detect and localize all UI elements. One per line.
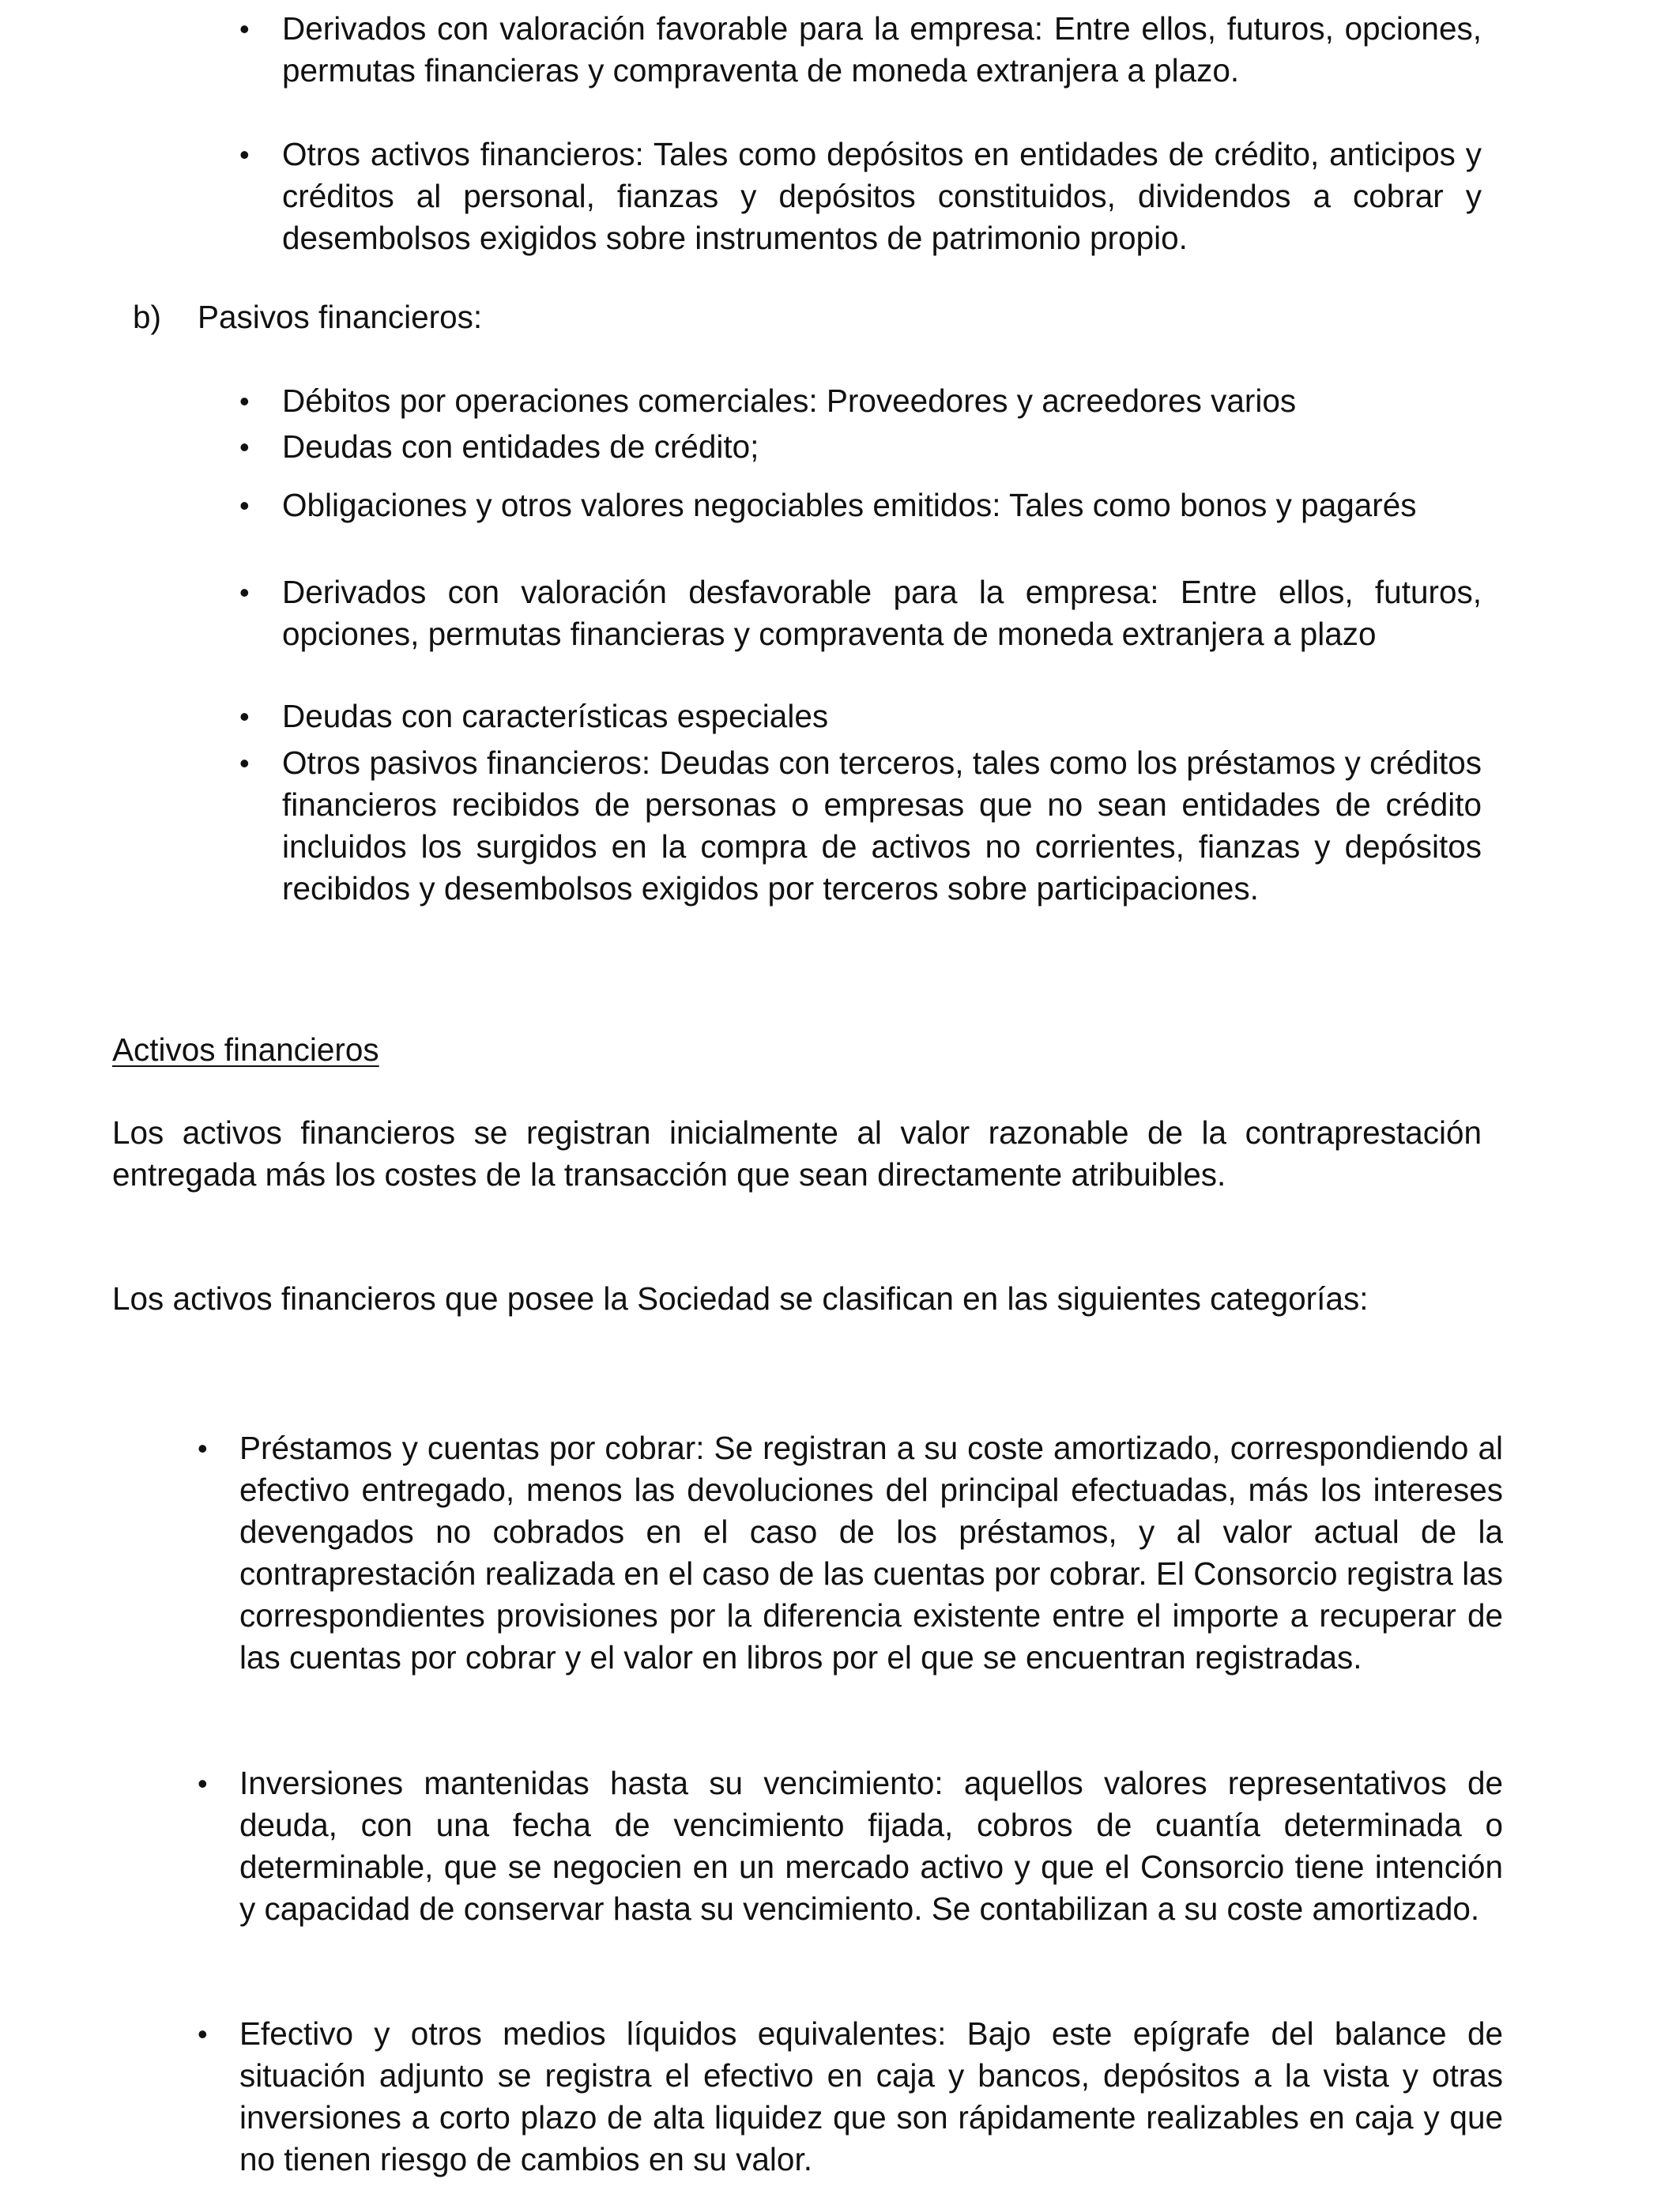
bullet-marker: • — [239, 138, 250, 171]
bullet-marker: • — [239, 576, 250, 609]
section-b-label: Pasivos financieros: — [198, 299, 483, 335]
paragraph-registro-inicial: Los activos financieros se registran inicialmente al valor razonable de la contraprestación entregada más los costes de la transacción que sean directamente atribuibles. — [112, 1114, 1482, 1193]
list-item-derivados-favorable: Derivados con valoración favorable para la empresa: Entre ellos, futuros, opciones, permutas financieras y compraventa de moneda extranjera a plazo. — [282, 10, 1482, 89]
list-item-deudas-entidades: Deudas con entidades de crédito; — [282, 428, 759, 465]
bullet-marker: • — [239, 431, 250, 463]
bullet-marker: • — [198, 2018, 208, 2050]
list-item-debitos: Débitos por operaciones comerciales: Proveedores y acreedores varios — [282, 383, 1297, 419]
bullet-marker: • — [239, 747, 250, 779]
bullet-marker: • — [198, 1767, 208, 1800]
section-b-marker: b) — [133, 299, 162, 335]
list-item-obligaciones: Obligaciones y otros valores negociables emitidos: Tales como bonos y pagarés — [282, 487, 1417, 523]
list-item-derivados-desfavorable: Derivados con valoración desfavorable para la empresa: Entre ellos, futuros, opciones, permutas financieras y compraventa de moneda extranjera a plazo — [282, 574, 1482, 652]
bullet-marker: • — [239, 489, 250, 522]
list-item-otros-pasivos: Otros pasivos financieros: Deudas con terceros, tales como los préstamos y créditos financieros recibidos de personas o empresas que no sean entidades de crédito incluidos los surgidos en la compra de activos no corrientes, fianzas y depósitos recibidos y desembolsos exigidos por terceros sobre participaciones. — [282, 745, 1482, 907]
section-heading-activos: Activos financieros — [112, 1031, 379, 1068]
bullet-marker: • — [239, 385, 250, 417]
list-item-otros-activos: Otros activos financieros: Tales como depósitos en entidades de crédito, anticipos y créditos al personal, fianzas y depósitos constituidos, dividendos a cobrar y desembolsos exigidos sobre instrumentos de patrimonio propio. — [282, 136, 1482, 256]
bullet-marker: • — [239, 700, 250, 733]
list-item-prestamos: Préstamos y cuentas por cobrar: Se registran a su coste amortizado, correspondiendo al efectivo entregado, menos las devoluciones del principal efectuadas, más los intereses devengados no cobrados en el caso de los préstamos, y al valor actual de la contraprestación realizada en el caso de las cuentas por cobrar. El Consorcio registra las correspondientes provisiones por la diferencia existente entre el importe a recuperar de las cuentas por cobrar y el valor en libros por el que se encuentran registradas. — [239, 1430, 1503, 1676]
bullet-marker: • — [198, 1432, 208, 1465]
bullet-marker: • — [239, 13, 250, 45]
list-item-efectivo: Efectivo y otros medios líquidos equivalentes: Bajo este epígrafe del balance de situación adjunto se registra el efectivo en caja y bancos, depósitos a la vista y otras inversiones a corto plazo de alta liquidez que son rápidamente realizables en caja y que no tienen riesgo de cambios en su valor. — [239, 2015, 1503, 2177]
list-item-inversiones: Inversiones mantenidas hasta su vencimiento: aquellos valores representativos de deuda, con una fecha de vencimiento fijada, cobros de cuantía determinada o determinable, que se negocien en un mercado activo y que el Consorcio tiene intención y capacidad de conservar hasta su vencimiento. Se contabilizan a su coste amortizado. — [239, 1765, 1503, 1927]
paragraph-clasificacion: Los activos financieros que posee la Sociedad se clasifican en las siguientes categorías: — [112, 1280, 1369, 1317]
list-item-deudas-especiales: Deudas con características especiales — [282, 698, 829, 734]
